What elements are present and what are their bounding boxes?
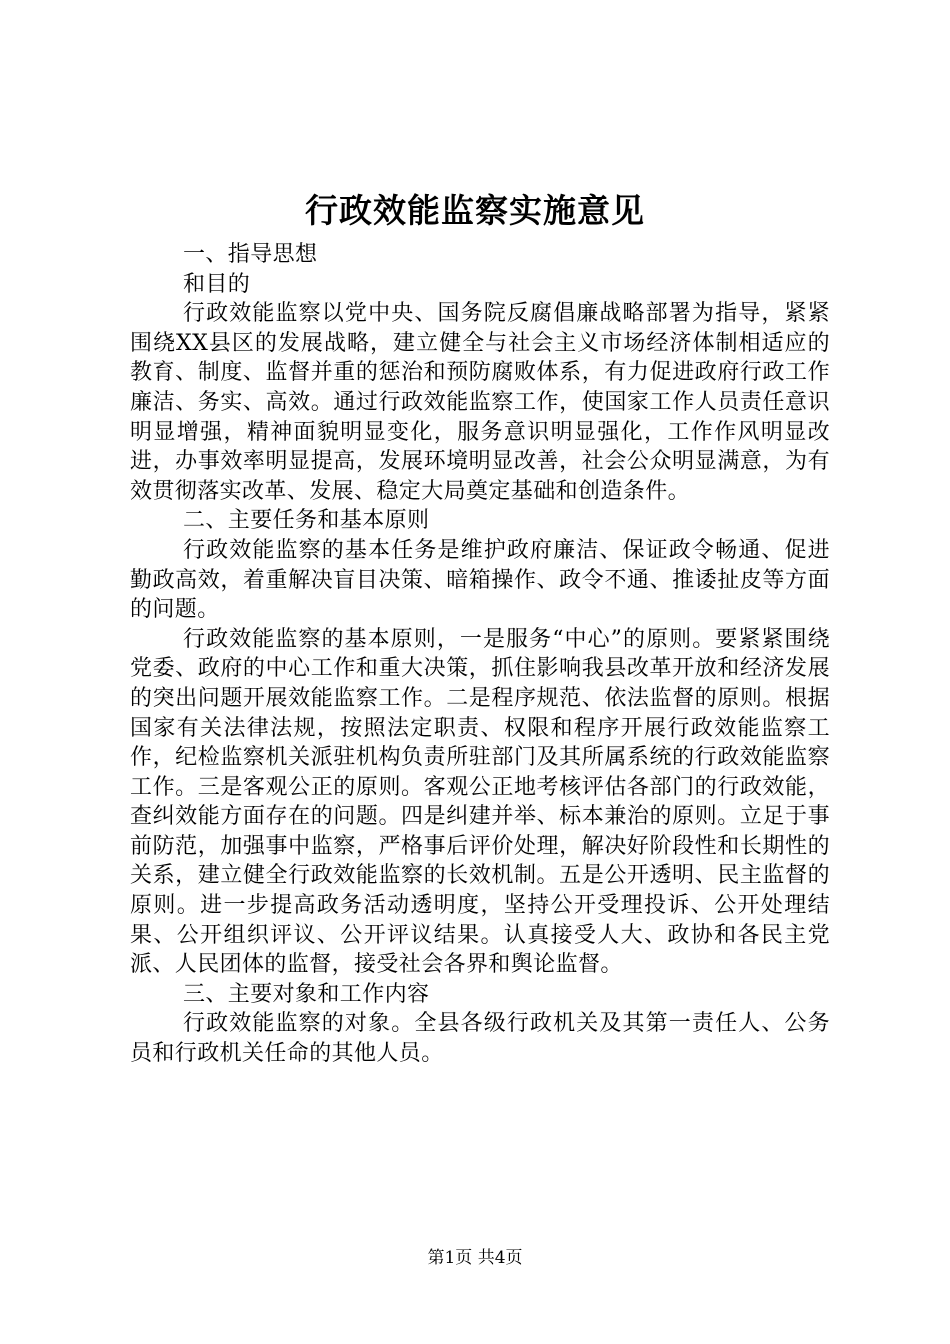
section-heading-3: 三、主要对象和工作内容 — [183, 981, 430, 1007]
section-heading-1: 一、指导思想 — [183, 242, 318, 267]
body-paragraph: 行政效能监察的基本任务是维护政府廉洁、保证政令畅通、促进勤政高效，着重解决盲目决策、暗箱操作、政令不通、推诿扯皮等方面的问题。 — [130, 537, 830, 623]
document-title: 行政效能监察实施意见 — [305, 191, 645, 230]
document-body — [130, 240, 830, 1069]
body-paragraph: 行政效能监察的基本原则，一是服务“中心”的原则。要紧紧围绕党委、政府的中心工作和重大决策，抓住影响我县改革开放和经济发展的突出问题开展效能监察工作。二是程序规范、依法监督的原则。根据国家有关法律法规，按照法定职责、权限和程序开展行政效能监察工作，纪检监察机关派驻机构负责所驻部门及其所属系统的行政效能监察工作。三是客观公正的原则。客观公正地考核评估各部门的行政效能，查纠效能方面存在的问题。四是纠建并举、标本兼治的原则。立足于事前防范，加强事中监察，严格事后评价处理，解决好阶段性和长期性的关系，建立健全行政效能监察的长效机制。五是公开透明、民主监督的原则。进一步提高政务活动透明度，坚持公开受理投诉、公开处理结果、公开组织评议、公开评议结果。认真接受人大、政协和各民主党派、人民团体的监督，接受社会各界和舆论监督。 — [130, 626, 830, 978]
page-number-footer: 第1页 共4页 — [427, 1248, 523, 1268]
body-paragraph: 行政效能监察以党中央、国务院反腐倡廉战略部署为指导，紧紧围绕XX县区的发展战略，建立健全与社会主义市场经济体制相适应的教育、制度、监督并重的惩治和预防腐败体系，有力促进政府行政工作廉洁、务实、高效。通过行政效能监察工作，使国家工作人员责任意识明显增强，精神面貌明显变化，服务意识明显强化，工作作风明显改进，办事效率明显提高，发展环境明显改善，社会公众明显满意，为有效贯彻落实改革、发展、稳定大局奠定基础和创造条件。 — [130, 301, 830, 504]
section-heading-2: 二、主要任务和基本原则 — [183, 508, 430, 534]
body-paragraph: 行政效能监察的对象。全县各级行政机关及其第一责任人、公务员和行政机关任命的其他人员。 — [130, 1011, 830, 1067]
section-heading-1-continued: 和目的 — [183, 271, 251, 297]
